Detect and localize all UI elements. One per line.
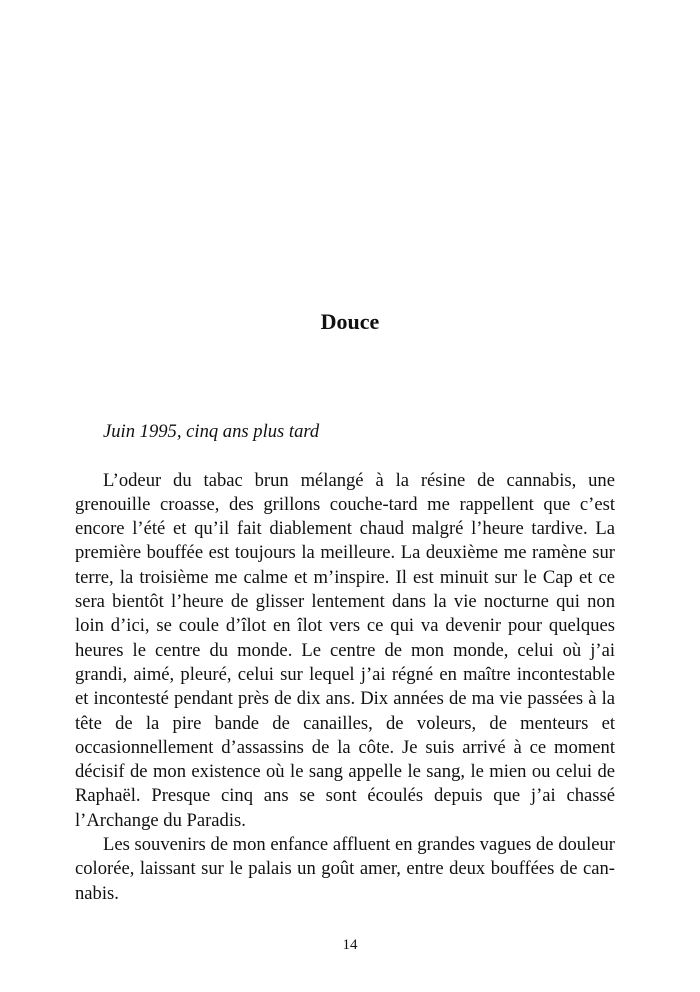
chapter-dateline: Juin 1995, cinq ans plus tard — [103, 421, 320, 442]
paragraph: Les souvenirs de mon enfance affluent en grandes vagues de douleur colorée, laissant sur le palais un goût amer, entre deux bouffées de cannabis. — [75, 834, 615, 904]
chapter-body — [75, 420, 615, 906]
paragraph: L’odeur du tabac brun mélangé à la résine de cannabis, une grenouille croasse, des grillons couche-tard me rappellent que c’est encore l’été et qu’il fait diablement chaud malgré l’heure tardive. La première bouffée est toujours la meilleure. La deuxième me ramène sur terre, la troisième me calme et m’inspire. Il est minuit sur le Cap et ce sera bientôt l’heure de glisser lentement dans la vie nocturne qui non loin d’ici, se coule d’îlot en îlot vers ce qui va devenir pour quelques heures le centre du monde. Le centre de mon monde, celui où j’ai grandi, aimé, pleuré, celui sur lequel j’ai régné en maître incontestable et incontesté pendant près de dix ans. Dix années de ma vie passées à la tête de la pire bande de canailles, de voleurs, de menteurs et occasionnellement d’assassins de la côte. Je suis arrivé à ce moment décisif de mon existence où le sang appelle le sang, le mien ou celui de Raphaël. Presque cinq ans se sont écoulés depuis que j’ai chassé l’Archange du Paradis. — [75, 469, 615, 831]
page-number: 14 — [342, 937, 358, 953]
chapter-title: Douce — [320, 309, 380, 334]
